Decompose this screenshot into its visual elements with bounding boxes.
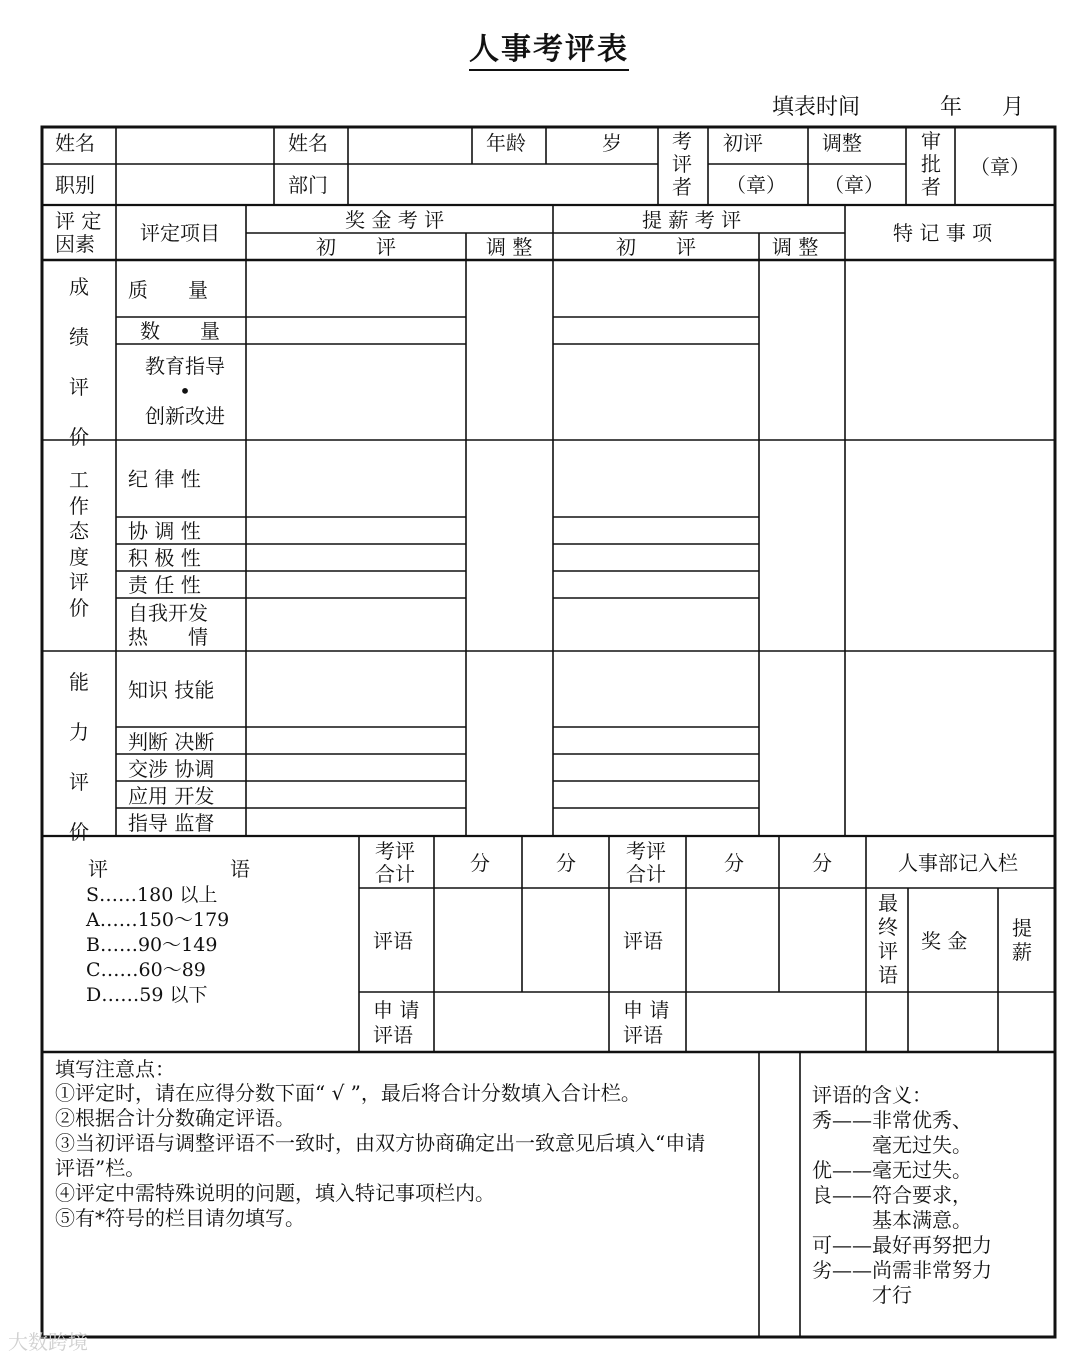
note-line-4: 评语”栏。	[55, 1156, 146, 1180]
group-ability: 能力评价	[69, 670, 89, 844]
bonus-points-initial: 分	[470, 851, 490, 875]
grade-b: B……90～149	[86, 934, 218, 956]
watermark: 大数跨境	[8, 1330, 88, 1354]
raise-comment-label: 评语	[623, 929, 663, 953]
item-discipline: 纪 律 性	[128, 467, 201, 491]
item-quality: 质 量	[128, 278, 208, 302]
meaning-line-7: 劣——尚需非常努力	[812, 1258, 992, 1282]
meaning-heading: 评语的含义：	[812, 1083, 932, 1107]
grade-c: C……60～89	[86, 959, 206, 981]
item-knowledge-skill: 知识 技能	[128, 678, 215, 702]
group-performance: 成绩评价	[69, 275, 89, 449]
age-unit: 岁	[602, 131, 622, 155]
item-judgment: 判断 决断	[128, 730, 215, 754]
notes-heading: 填写注意点：	[55, 1057, 175, 1081]
note-line-6: ⑤有*符号的栏目请勿填写。	[55, 1206, 305, 1230]
bonus-apply-comment-label: 申 请 评语	[373, 998, 420, 1047]
item-education-innovation: 教育指导 • 创新改进	[145, 354, 225, 428]
raise-points-adjust: 分	[812, 851, 832, 875]
raise-initial-header: 初 评	[616, 235, 696, 259]
fill-time-year: 年	[940, 95, 963, 120]
note-line-3: ③当初评语与调整评语不一致时，由双方协商确定出一致意见后填入“申请	[55, 1131, 706, 1155]
meaning-line-1: 秀——非常优秀、	[812, 1108, 972, 1132]
item-application: 应用 开发	[128, 784, 215, 808]
raise-eval-header: 提 薪 考 评	[642, 208, 742, 232]
item-header: 评定项目	[140, 221, 220, 245]
item-supervision: 指导 监督	[128, 811, 215, 835]
fill-time-label: 填表时间	[772, 95, 861, 120]
approver-label: 审批者	[921, 129, 941, 199]
factor-header: 评 定 因素	[55, 209, 102, 256]
meaning-line-2: 毫无过失。	[812, 1133, 972, 1157]
bonus-eval-header: 奖 金 考 评	[345, 208, 445, 232]
item-responsibility: 责 任 性	[128, 573, 201, 597]
bonus-points-adjust: 分	[556, 851, 576, 875]
note-line-1: ①评定时，请在应得分数下面“ √ ”，最后将合计分数填入合计栏。	[55, 1081, 641, 1105]
name-label-2: 姓名	[288, 131, 328, 155]
initial-eval-label: 初评	[723, 131, 763, 155]
item-quantity: 数 量	[140, 319, 220, 343]
hr-column-label: 人事部记入栏	[898, 851, 1018, 875]
special-notes-header: 特 记 事 项	[893, 221, 993, 245]
hr-bonus-label: 奖 金	[921, 929, 968, 953]
adjust-stamp: （章）	[824, 173, 884, 197]
form-title: 人事考评表	[0, 24, 1080, 68]
item-self-development: 自我开发 热 情	[128, 601, 208, 649]
meaning-line-5: 基本满意。	[812, 1208, 972, 1232]
initial-stamp: （章）	[726, 173, 786, 197]
meaning-line-8: 才行	[812, 1283, 912, 1307]
meaning-line-3: 优——毫无过失。	[812, 1158, 972, 1182]
grading-label-left: 评	[88, 857, 108, 881]
final-comment-label: 最终评语	[878, 891, 898, 987]
meaning-line-4: 良——符合要求，	[812, 1183, 972, 1207]
grade-s: S……180 以上	[86, 884, 218, 906]
post-label: 职别	[55, 173, 95, 197]
raise-total-label: 考评合计	[626, 839, 666, 886]
approver-stamp: （章）	[970, 155, 1030, 179]
raise-apply-comment-label: 申 请 评语	[623, 998, 670, 1047]
item-initiative: 积 极 性	[128, 546, 201, 570]
dept-label: 部门	[288, 173, 328, 197]
adjust-eval-label: 调整	[822, 131, 862, 155]
item-coordination: 协 调 性	[128, 519, 201, 543]
age-label: 年龄	[486, 131, 526, 155]
fill-time-month: 月	[1002, 95, 1025, 120]
grade-a: A……150～179	[86, 909, 230, 931]
bonus-comment-label: 评语	[373, 929, 413, 953]
raise-adjust-header: 调 整	[772, 235, 819, 259]
bonus-total-label: 考评合计	[375, 839, 415, 886]
note-line-2: ②根据合计分数确定评语。	[55, 1106, 295, 1130]
raise-points-initial: 分	[724, 851, 744, 875]
note-line-5: ④评定中需特殊说明的问题，填入特记事项栏内。	[55, 1181, 495, 1205]
bonus-adjust-header: 调 整	[486, 235, 533, 259]
group-attitude: 工作态度评价	[69, 468, 89, 620]
bonus-initial-header: 初 评	[316, 235, 396, 259]
evaluator-label: 考评者	[672, 129, 692, 199]
hr-raise-label: 提薪	[1012, 916, 1032, 964]
name-label-1: 姓名	[55, 131, 95, 155]
grade-d: D……59 以下	[86, 984, 208, 1006]
meaning-line-6: 可——最好再努把力	[812, 1233, 992, 1257]
grading-label-right: 语	[230, 857, 250, 881]
item-negotiation: 交涉 协调	[128, 757, 215, 781]
